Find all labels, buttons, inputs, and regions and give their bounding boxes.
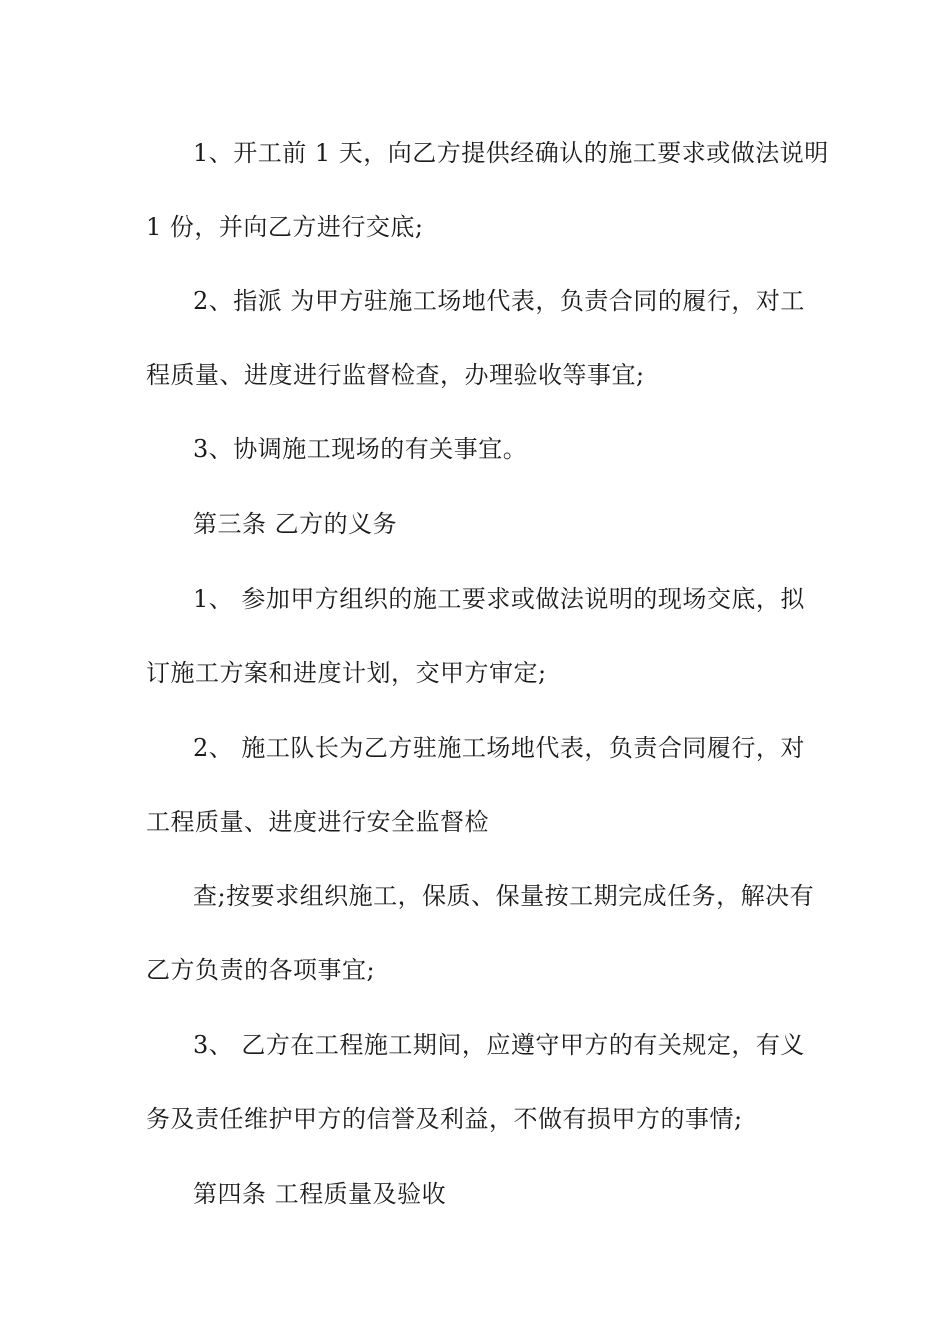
paragraph-line: 乙方负责的各项事宜; (146, 956, 376, 984)
paragraph-line: 2、 施工队长为乙方驻施工场地代表，负责合同履行，对 (193, 734, 805, 762)
paragraph-line: 查;按要求组织施工，保质、保量按工期完成任务，解决有 (193, 882, 815, 910)
paragraph-line: 务及责任维护甲方的信誉及利益，不做有损甲方的事情; (146, 1105, 743, 1133)
paragraph-line: 3、协调施工现场的有关事宜。 (193, 435, 528, 463)
section-heading: 第四条 工程质量及验收 (193, 1180, 447, 1208)
paragraph-line: 1、开工前 1 天，向乙方提供经确认的施工要求或做法说明 (193, 139, 829, 167)
paragraph-line: 程质量、进度进行监督检查，办理验收等事宜; (146, 361, 645, 389)
paragraph-line: 3、 乙方在工程施工期间，应遵守甲方的有关规定，有义 (193, 1031, 805, 1059)
paragraph-line: 1 份，并向乙方进行交底; (146, 213, 424, 241)
section-heading: 第三条 乙方的义务 (193, 510, 398, 538)
paragraph-line: 工程质量、进度进行安全监督检 (146, 808, 489, 836)
paragraph-line: 订施工方案和进度计划，交甲方审定; (146, 659, 547, 687)
paragraph-line: 1、 参加甲方组织的施工要求或做法说明的现场交底，拟 (193, 585, 805, 613)
paragraph-line: 2、指派 为甲方驻施工场地代表，负责合同的履行，对工 (193, 287, 805, 315)
